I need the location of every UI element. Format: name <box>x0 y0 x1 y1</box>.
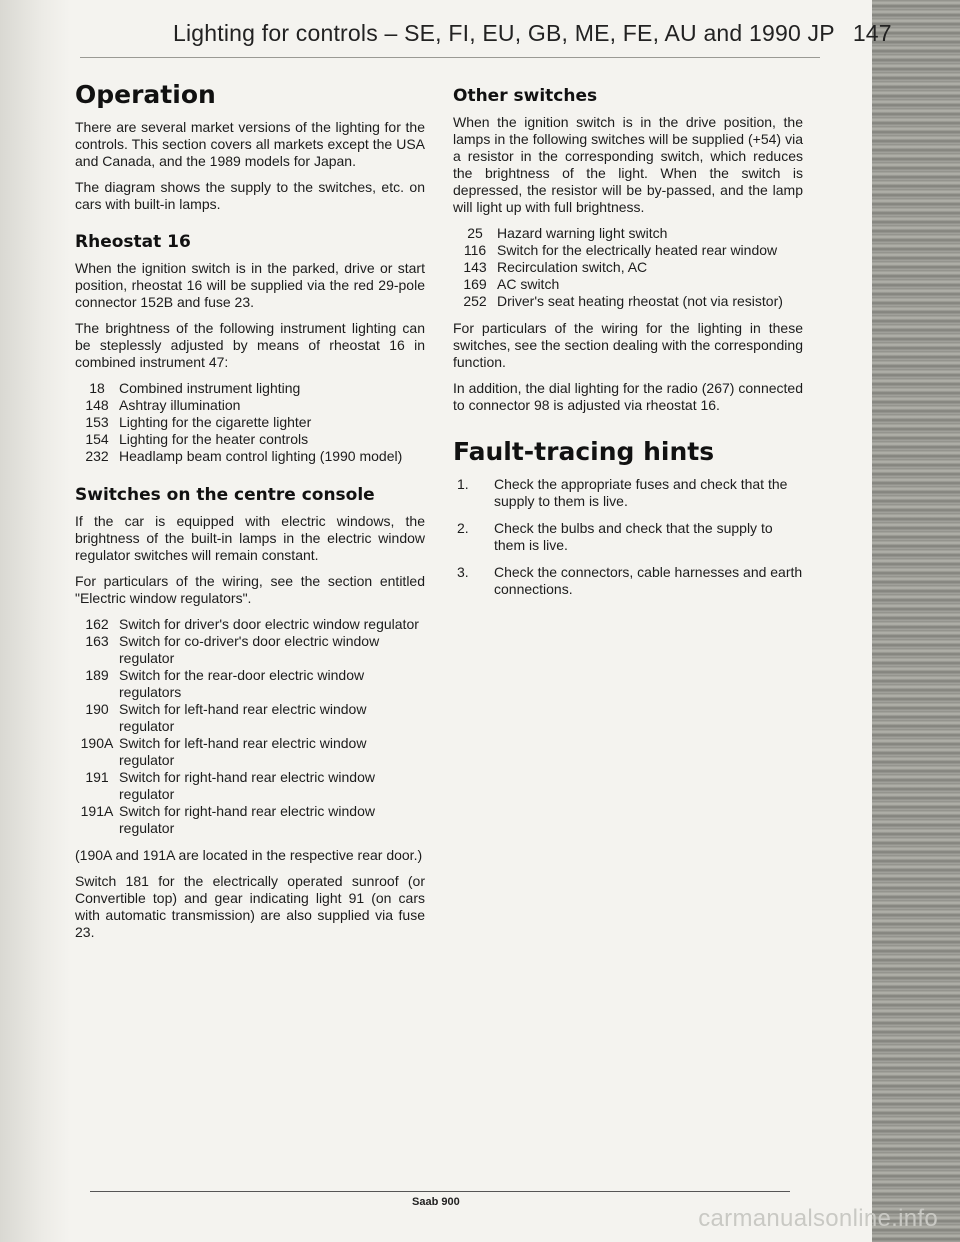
item-text: Lighting for the cigarette lighter <box>119 414 312 430</box>
item-number: 2. <box>457 520 469 536</box>
item-number: 190 <box>85 701 109 717</box>
list-item <box>453 276 803 293</box>
list-item <box>453 476 803 510</box>
item-number: 169 <box>463 276 487 292</box>
item-text: AC switch <box>497 276 560 292</box>
fault-tracing-section <box>453 437 803 598</box>
item-number: 25 <box>467 225 483 241</box>
other-switches-paragraph-1: When the ignition switch is in the drive position, the lamps in the following switches will be supplied (+54) via a resistor in the corresponding switch, which reduces the brightness of the light. When the switch is depressed, the resistor will be by-passed, and the lamp will light up with full brightness. <box>453 114 803 215</box>
page-scan-edge-left <box>0 0 70 1242</box>
item-text: Hazard warning light switch <box>497 225 668 241</box>
console-paragraph-1: If the car is equipped with electric windows, the brightness of the built-in lamps in the electric window regulator switches will remain constant. <box>75 513 425 563</box>
footer-model: Saab 900 <box>412 1196 460 1208</box>
item-number: 154 <box>85 431 109 447</box>
watermark: carmanualsonline.info <box>698 1205 938 1232</box>
item-text: Switch for the rear-door electric window regulators <box>119 667 365 700</box>
other-switches-section <box>453 86 803 414</box>
list-item <box>75 667 425 701</box>
item-text: Switch for driver's door electric window regulator <box>119 616 419 632</box>
item-number: 1. <box>457 476 469 492</box>
other-switches-paragraph-3: In addition, the dial lighting for the radio (267) connected to connector 98 is adjusted via rheostat 16. <box>453 380 803 413</box>
page-number: 147 <box>852 20 892 46</box>
operation-heading: Operation <box>75 80 216 109</box>
item-text: Switch for co-driver's door electric window regulator <box>119 633 380 666</box>
list-item <box>75 431 425 448</box>
list-item <box>453 259 803 276</box>
item-number: 190A <box>80 735 114 751</box>
item-number: 143 <box>463 259 487 275</box>
header-rule <box>80 57 820 58</box>
list-item <box>75 616 425 633</box>
fault-tracing-list <box>453 476 803 598</box>
console-paragraph-4: Switch 181 for the electrically operated sunroof (or Convertible top) and gear indicating light 91 (on cars with automatic transmission) are also supplied via fuse 23. <box>75 873 425 940</box>
list-item <box>75 633 425 667</box>
item-text: Recirculation switch, AC <box>497 259 648 275</box>
rheostat-paragraph-1: When the ignition switch is in the parked, drive or start position, rheostat 16 will be supplied via the red 29-pole connector 152B and fuse 23. <box>75 260 425 310</box>
item-number: 191A <box>80 803 114 819</box>
list-item <box>453 293 803 310</box>
item-text: Switch for left-hand rear electric window regulator <box>119 735 367 768</box>
item-number: 18 <box>89 380 105 396</box>
other-switches-heading: Other switches <box>453 86 598 106</box>
item-number: 148 <box>85 397 109 413</box>
item-text: Switch for right-hand rear electric window regulator <box>119 769 375 802</box>
item-number: 232 <box>85 448 109 464</box>
item-text: Ashtray illumination <box>119 397 241 413</box>
operation-paragraph-1: There are several market versions of the lighting for the controls. This section covers all markets except the USA and Canada, and the 1989 models for Japan. <box>75 119 425 169</box>
item-text: Check the appropriate fuses and check that the supply to them is live. <box>494 476 788 509</box>
list-item <box>75 448 425 465</box>
item-text: Switch for right-hand rear electric window regulator <box>119 803 375 836</box>
header-title: Lighting for controls – SE, FI, EU, GB, ME, FE, AU and 1990 JP <box>173 20 835 46</box>
item-number: 163 <box>85 633 109 649</box>
item-text: Headlamp beam control lighting (1990 model) <box>119 448 403 464</box>
list-item <box>453 225 803 242</box>
other-switches-list <box>453 225 803 310</box>
rheostat-heading: Rheostat 16 <box>75 232 191 252</box>
item-text: Check the bulbs and check that the supply to them is live. <box>494 520 773 553</box>
right-column <box>453 76 803 608</box>
item-number: 252 <box>463 293 487 309</box>
console-paragraph-2: For particulars of the wiring, see the section entitled "Electric window regulators". <box>75 573 425 606</box>
rheostat-paragraph-2: The brightness of the following instrument lighting can be steplessly adjusted by means of rheostat 16 in combined instrument 47: <box>75 320 425 370</box>
item-text: Driver's seat heating rheostat (not via resistor) <box>497 293 783 309</box>
page-header <box>173 20 892 47</box>
left-column <box>75 76 425 950</box>
item-text: Check the connectors, cable harnesses and earth connections. <box>494 564 803 597</box>
item-text: Lighting for the heater controls <box>119 431 309 447</box>
console-list <box>75 616 425 837</box>
item-number: 189 <box>85 667 109 683</box>
console-heading: Switches on the centre console <box>75 485 375 505</box>
console-paragraph-3: (190A and 191A are located in the respective rear door.) <box>75 847 423 863</box>
list-item <box>453 242 803 259</box>
console-section <box>75 485 425 941</box>
list-item <box>75 735 425 769</box>
list-item <box>453 564 803 598</box>
item-text: Switch for the electrically heated rear window <box>497 242 778 258</box>
list-item <box>75 414 425 431</box>
fault-tracing-heading: Fault-tracing hints <box>453 437 715 466</box>
list-item <box>75 803 425 837</box>
page-scan-edge-right <box>872 0 960 1242</box>
item-text: Combined instrument lighting <box>119 380 301 396</box>
list-item <box>453 520 803 554</box>
item-text: Switch for left-hand rear electric window regulator <box>119 701 367 734</box>
rheostat-list <box>75 380 425 465</box>
rheostat-section <box>75 232 425 465</box>
item-number: 3. <box>457 564 469 580</box>
other-switches-paragraph-2: For particulars of the wiring for the lighting in these switches, see the section dealing with the corresponding function. <box>453 320 803 370</box>
item-number: 191 <box>85 769 109 785</box>
footer-rule <box>90 1191 790 1192</box>
item-number: 153 <box>85 414 109 430</box>
list-item <box>75 769 425 803</box>
list-item <box>75 380 425 397</box>
operation-section <box>75 80 425 213</box>
operation-paragraph-2: The diagram shows the supply to the switches, etc. on cars with built-in lamps. <box>75 179 425 212</box>
list-item <box>75 397 425 414</box>
list-item <box>75 701 425 735</box>
item-number: 162 <box>85 616 109 632</box>
item-number: 116 <box>463 242 487 258</box>
